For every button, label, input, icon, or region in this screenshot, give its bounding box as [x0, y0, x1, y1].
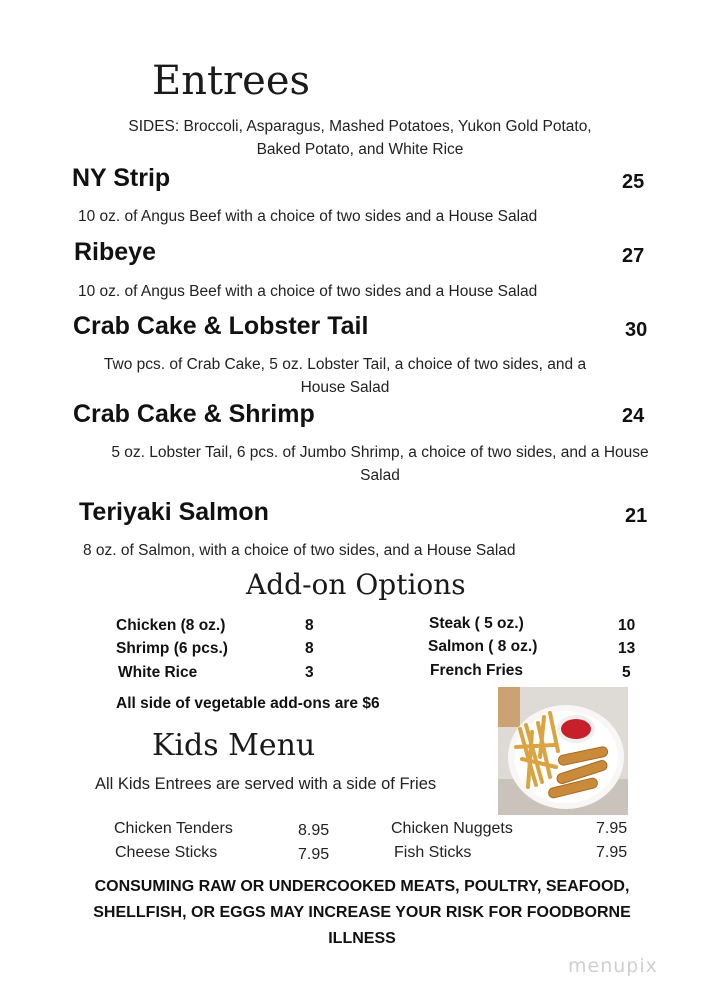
entree-desc-ny-strip: 10 oz. of Angus Beef with a choice of two sides and a House Salad	[78, 208, 538, 225]
sides-line-1: SIDES: Broccoli, Asparagus, Mashed Potatoes, Yukon Gold Potato,	[128, 118, 592, 135]
entree-name-ny-strip: NY Strip	[72, 164, 171, 192]
entree-name-teriyaki-salmon: Teriyaki Salmon	[79, 498, 269, 526]
entrees-title: Entrees	[152, 58, 311, 104]
vegetable-addon-note: All side of vegetable add-ons are $6	[116, 695, 380, 712]
kids-item-name: Chicken Tenders	[114, 820, 233, 837]
kids-item-price: 8.95	[298, 822, 330, 839]
warning-line-3: ILLNESS	[328, 930, 396, 947]
addon-name: Salmon ( 8 oz.)	[428, 638, 538, 655]
addon-name: White Rice	[118, 664, 198, 681]
addon-price: 5	[622, 664, 631, 681]
warning-line-1: CONSUMING RAW OR UNDERCOOKED MEATS, POULTRY, SEAFOOD,	[94, 878, 630, 895]
addon-price: 8	[305, 640, 314, 657]
entree-price-teriyaki-salmon: 21	[625, 505, 648, 527]
entree-desc-ribeye: 10 oz. of Angus Beef with a choice of two sides and a House Salad	[78, 283, 538, 300]
warning-line-2: SHELLFISH, OR EGGS MAY INCREASE YOUR RISK FOR FOODBORNE	[93, 904, 631, 921]
entree-price-ribeye: 27	[622, 245, 645, 267]
kids-item-name: Fish Sticks	[394, 844, 472, 861]
entree-desc-teriyaki-salmon: 8 oz. of Salmon, with a choice of two sides, and a House Salad	[83, 542, 516, 559]
addon-name: Shrimp (6 pcs.)	[116, 640, 228, 657]
addon-name: Chicken (8 oz.)	[116, 617, 226, 634]
addon-name: French Fries	[430, 662, 524, 679]
kids-item-price: 7.95	[596, 844, 628, 861]
addon-price: 3	[305, 664, 314, 681]
fish-and-fries-photo	[498, 687, 628, 815]
addon-price: 8	[305, 617, 314, 634]
addon-title: Add-on Options	[246, 568, 466, 601]
entree-price-ny-strip: 25	[622, 171, 645, 193]
sides-list	[60, 115, 660, 161]
sides-line-2: Baked Potato, and White Rice	[256, 141, 464, 158]
menupix-watermark: menupix	[568, 955, 658, 977]
kids-item-name: Cheese Sticks	[115, 844, 218, 861]
entree-desc-crab-shrimp	[70, 441, 690, 487]
kids-item-price: 7.95	[298, 846, 330, 863]
entree-desc-crab-lobster	[60, 353, 630, 399]
addon-price: 10	[618, 617, 636, 634]
entree-name-crab-lobster: Crab Cake & Lobster Tail	[73, 312, 369, 340]
entree-name-ribeye: Ribeye	[74, 238, 156, 266]
desc-line-1: 5 oz. Lobster Tail, 6 pcs. of Jumbo Shrimp, a choice of two sides, and a House	[111, 444, 649, 461]
kids-menu-title: Kids Menu	[152, 728, 316, 763]
kids-item-price: 7.95	[596, 820, 628, 837]
entree-price-crab-shrimp: 24	[622, 405, 645, 427]
entree-name-crab-shrimp: Crab Cake & Shrimp	[73, 400, 315, 428]
fish-and-fries-illustration	[498, 687, 628, 815]
entree-price-crab-lobster: 30	[625, 319, 648, 341]
food-safety-warning	[30, 874, 694, 952]
kids-menu-note: All Kids Entrees are served with a side of Fries	[95, 775, 437, 793]
addon-name: Steak ( 5 oz.)	[429, 615, 524, 632]
desc-line-2: House Salad	[300, 379, 390, 396]
addon-price: 13	[618, 640, 636, 657]
desc-line-1: Two pcs. of Crab Cake, 5 oz. Lobster Tail, a choice of two sides, and a	[103, 356, 587, 373]
kids-item-name: Chicken Nuggets	[391, 820, 513, 837]
desc-line-2: Salad	[360, 467, 400, 484]
